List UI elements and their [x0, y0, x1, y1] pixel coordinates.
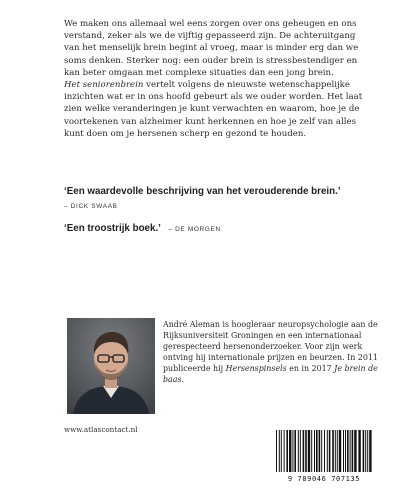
- isbn-digits: 9 789046 707135: [287, 475, 361, 483]
- quote-text: ‘Een troostrijk boek.’: [64, 223, 161, 234]
- publisher-url[interactable]: www.atlascontact.nl: [64, 425, 138, 434]
- quote-de-morgen: [64, 218, 384, 236]
- bio-text-2: en in 2017: [286, 363, 335, 373]
- quote-text: ‘Een waardevolle beschrijving van het verouderende brein.’: [64, 186, 341, 197]
- author-photo: [67, 318, 155, 414]
- quote-source: – DICK SWAAB: [64, 203, 118, 210]
- bio-text-3: .: [181, 374, 185, 384]
- bio-book-1: Hersenspinsels: [225, 363, 287, 373]
- blurb-text-1: We maken ons allemaal wel eens zorgen over ons geheugen en ons verstand, zeker als we de vijftig gepasseerd zijn. De achteruitgang van het menselijk brein begint al vroeg, maar is minder erg dan we soms denken. Sterker nog: een ouder brein is stressbestendiger en kan beter omgaan met complexe situaties dan een jong brein.: [64, 19, 359, 78]
- blurb-book-title: Het seniorenbrein: [64, 80, 144, 91]
- author-bio: [163, 320, 378, 385]
- bio-text-1: André Aleman is hoogleraar neuropsychologie aan de Rijksuniversiteit Groningen en een internationaal gerespecteerd hersenonderzoeker. Voor zijn werk ontving hij internationale prijzen en beurzen. In 2011 publiceerde hij: [163, 320, 378, 373]
- blurb-paragraph: [64, 18, 364, 140]
- bio-book-2: Je brein de baas: [163, 363, 378, 384]
- author-portrait-illustration: [67, 318, 155, 414]
- quote-dick-swaab: [64, 181, 384, 210]
- blurb-text-2: vertelt volgens de nieuwste wetenschappelijke inzichten wat er in ons hoofd gebeurt als we ouder worden. Het laat zien welke veranderingen je kunt verwachten en waarom, hoe je de voortekenen van alzheimer kunt herkennen en hoe je zelf van alles kunt doen om je hersenen scherp en gezond te houden.: [64, 80, 363, 139]
- isbn-barcode: [268, 428, 380, 486]
- quote-source: – DE MORGEN: [168, 226, 221, 233]
- barcode-bars: [268, 428, 380, 474]
